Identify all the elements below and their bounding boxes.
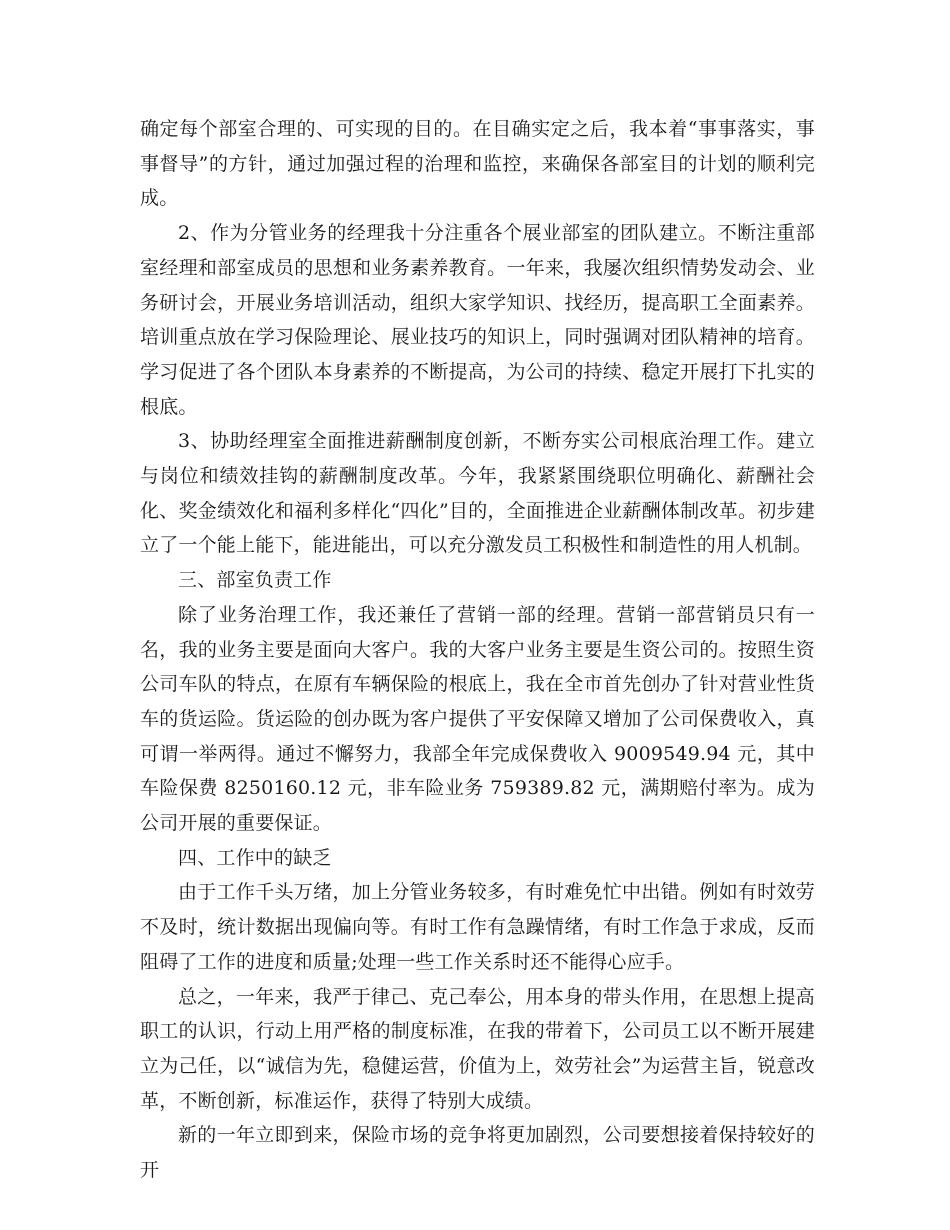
paragraph-targets-continued: 确定每个部室合理的、可实现的目的。在目确实定之后，我本着“事事落实，事事督导”的方针，通过加强过程的治理和监控，来确保各部室目的计划的顺利完成。 [140, 118, 815, 210]
document-body [140, 112, 815, 1188]
paragraph-shortcomings: 由于工作千头万绪，加上分管业务较多，有时难免忙中出错。例如有时效劳不及时，统计数据出现偏向等。有时工作有急躁情绪，有时工作急于求成，反而阻碍了工作的进度和质量;处理一些工作关系时还不能得心应手。 [140, 881, 815, 973]
paragraph-team-building: 2、作为分管业务的经理我十分注重各个展业部室的团队建立。不断注重部室经理和部室成员的思想和业务素养教育。一年来，我屡次组织情势发动会、业务研讨会，开展业务培训活动，组织大家学知识、找经历，提高职工全面素养。培训重点放在学习保险理论、展业技巧的知识上，同时强调对团队精神的培育。学习促进了各个团队本身素养的不断提高，为公司的持续、稳定开展打下扎实的根底。 [140, 222, 815, 418]
paragraph-marketing-department: 除了业务治理工作，我还兼任了营销一部的经理。营销一部营销员只有一名，我的业务主要是面向大客户。我的大客户业务主要是生资公司的。按照生资公司车队的特点，在原有车辆保险的根底上，我在全市首先创办了针对营业性货车的货运险。货运险的创办既为客户提供了平安保障又增加了公司保费收入，真可谓一举两得。通过不懈努力，我部全年完成保费收入 9009549.94 元，其中车险保费 8250160.12 元，非车险业务 759389.82 元，满期赔付率为。成为公司开展的重要保证。 [140, 603, 815, 835]
paragraph-new-year: 新的一年立即到来，保险市场的竞争将更加剧烈，公司要想接着保持较好的开 [140, 1124, 815, 1182]
section-heading-shortcomings: 四、工作中的缺乏 [178, 846, 332, 869]
section-heading-department-work: 三、部室负责工作 [178, 569, 332, 592]
paragraph-summary: 总之，一年来，我严于律己、克己奉公，用本身的带头作用，在思想上提高职工的认识，行动上用严格的制度标准，在我的带着下，公司员工以不断开展建立为己任，以“诚信为先，稳健运营，价值为上，效劳社会”为运营主旨，锐意改革，不断创新，标准运作，获得了特别大成绩。 [140, 985, 815, 1112]
paragraph-salary-reform: 3、协助经理室全面推进薪酬制度创新，不断夯实公司根底治理工作。建立与岗位和绩效挂钩的薪酬制度改革。今年，我紧紧围绕职位明确化、薪酬社会化、奖金绩效化和福利多样化“四化”目的，全面推进企业薪酬体制改革。初步建立了一个能上能下，能进能出，可以充分激发员工积极性和制造性的用人机制。 [140, 430, 815, 557]
